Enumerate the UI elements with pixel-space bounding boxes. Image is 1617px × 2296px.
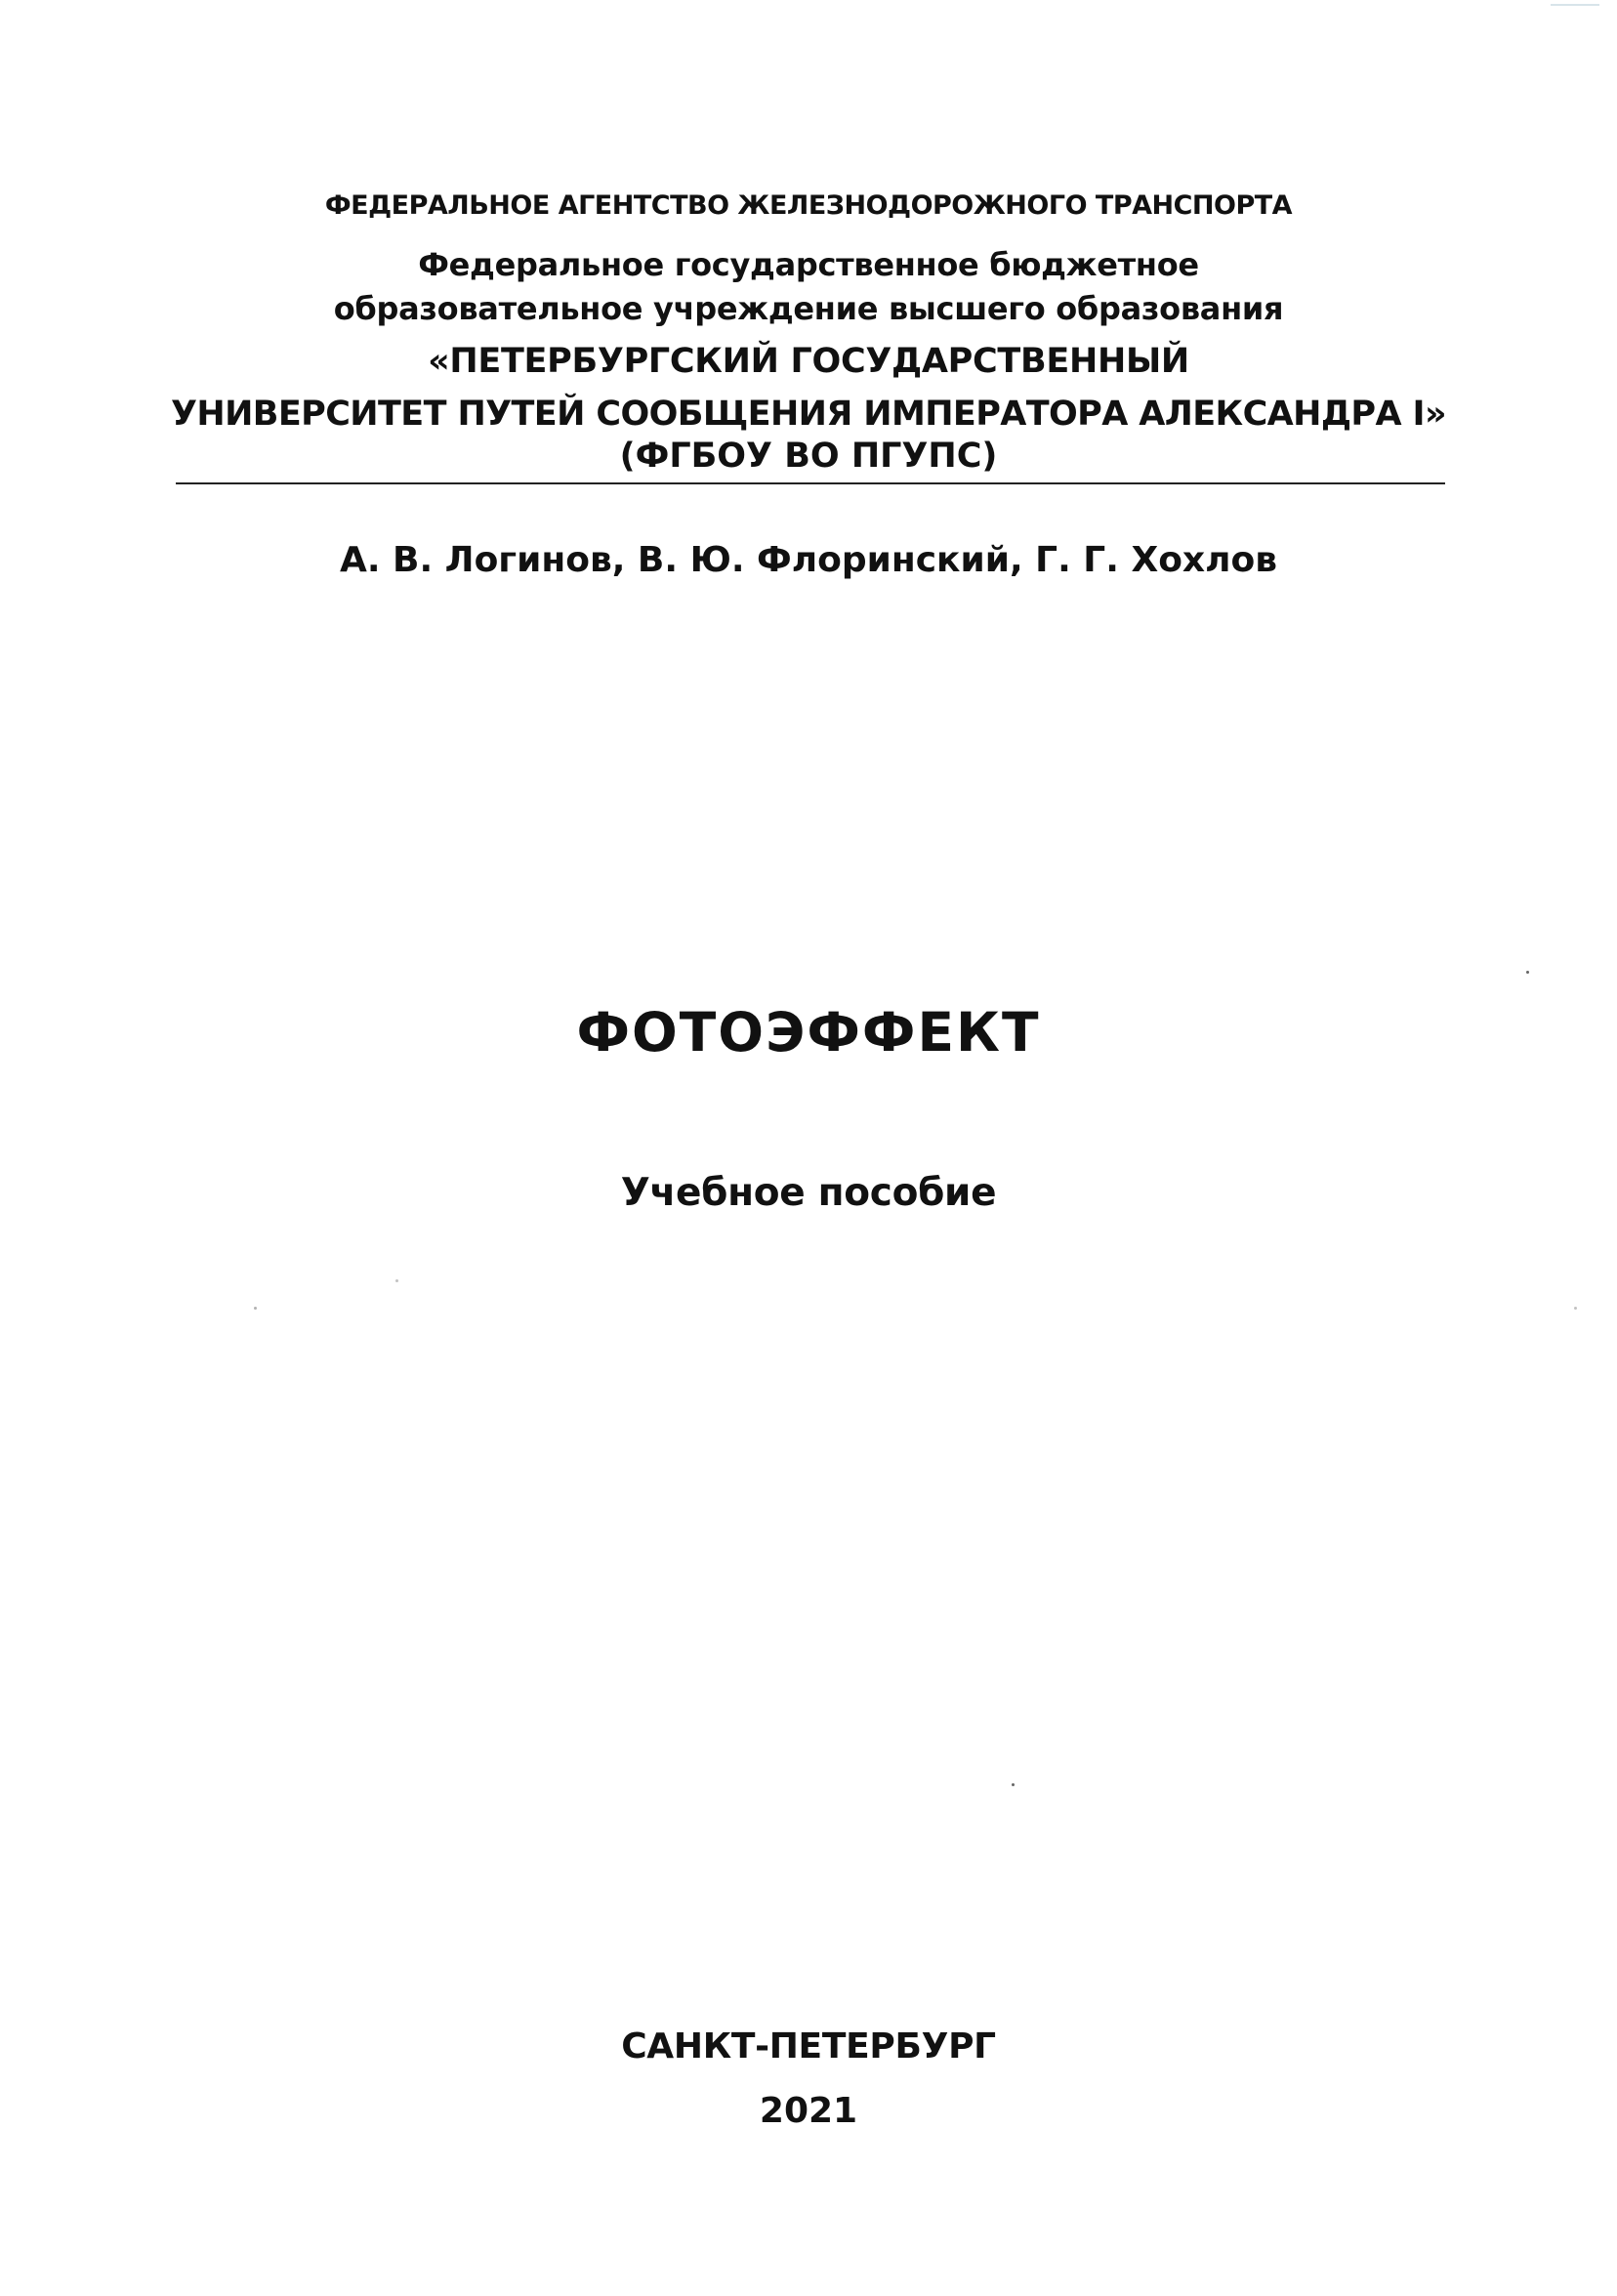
publication-year: 2021 [759,2091,858,2131]
institution-line-1: Федеральное государственное бюджетное [418,246,1199,283]
scan-speck [1012,1783,1015,1786]
university-abbreviation: (ФГБОУ ВО ПГУПС) [619,437,998,476]
document-title: ФОТОЭФФЕКТ [576,1001,1041,1064]
scan-speck [395,1279,398,1282]
scan-speck [254,1307,257,1310]
university-name-line-1: «ПЕТЕРБУРГСКИЙ ГОСУДАРСТВЕННЫЙ [428,342,1189,381]
scan-speck [1574,1307,1577,1310]
document-subtitle: Учебное пособие [620,1171,997,1215]
publication-city: САНКТ-ПЕТЕРБУРГ [621,2026,996,2066]
institution-line-2: образовательное учреждение высшего образования [333,290,1284,327]
scan-speck [1526,971,1529,974]
header-divider [176,482,1445,484]
scan-edge-mark [1551,4,1599,6]
agency-name: ФЕДЕРАЛЬНОЕ АГЕНТСТВО ЖЕЛЕЗНОДОРОЖНОГО ТРАНСПОРТА [324,190,1293,221]
authors: А. В. Логинов, В. Ю. Флоринский, Г. Г. Хохлов [339,540,1278,580]
university-name-line-2: УНИВЕРСИТЕТ ПУТЕЙ СООБЩЕНИЯ ИМПЕРАТОРА АЛЕКСАНДРА I» [171,395,1446,434]
